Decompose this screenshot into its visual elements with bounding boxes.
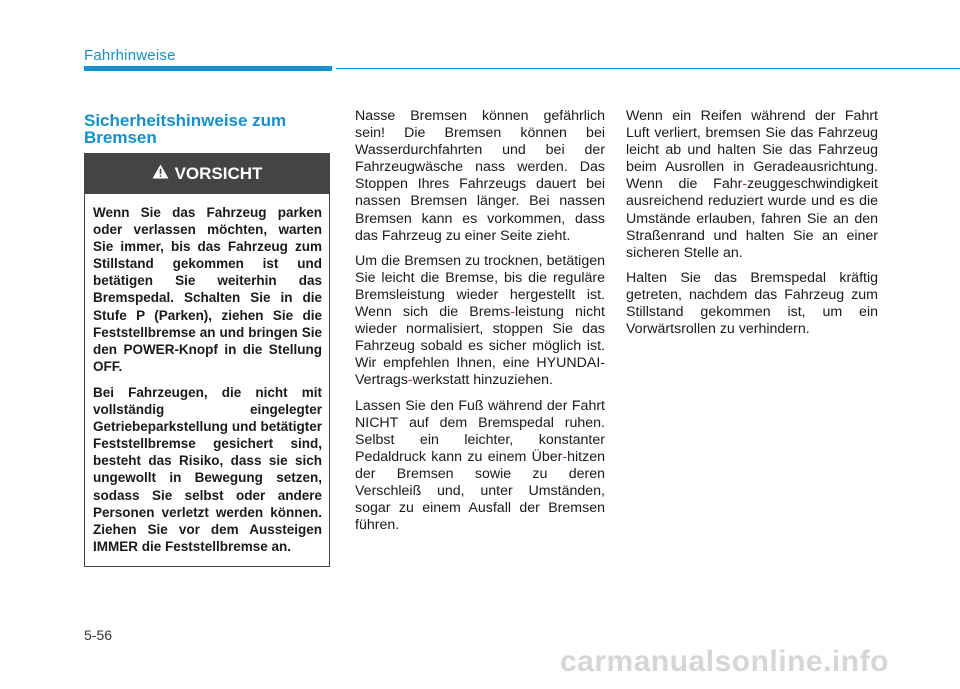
paragraph-drying-brakes: Um die Bremsen zu trocknen, betätigen Sie leicht die Bremse, bis die reguläre Bremsleistung wieder hergestellt ist. Wenn sich die Brems-leistung nicht wieder normalisiert, stoppen Sie das Fahrzeug sobald es sicher möglich ist. Wir empfehlen Ihnen, eine HYUNDAI-Vertrags-werkstatt hinzuziehen. bbox=[355, 252, 605, 389]
warning-triangle-icon bbox=[152, 164, 169, 184]
text-column-3 bbox=[626, 108, 878, 346]
header-rule-thin bbox=[336, 68, 960, 69]
page-number: 5-56 bbox=[84, 627, 113, 643]
paragraph-wet-brakes: Nasse Bremsen können gefährlich sein! Die Bremsen können bei Wasserdurchfahrten und bei der Fahrzeugwäsche nass werden. Das Stoppen Ihres Fahrzeugs dauert bei nassen Bremsen länger. Bei nassen Bremsen kann es vorkommen, dass das Fahrzeug zu einer Seite zieht. bbox=[355, 108, 605, 244]
paragraph-flat-tire: Wenn ein Reifen während der Fahrt Luft verliert, bremsen Sie das Fahrzeug leicht ab und halten Sie das Fahrzeug beim Ausrollen in Geradeausrichtung. Wenn die Fahr-zeuggeschwindigkeit ausreichend reduziert wurde und es die Umstände erlauben, fahren Sie an den Straßenrand und halten Sie an einer sicheren Stelle an. bbox=[626, 108, 878, 261]
caution-body bbox=[85, 194, 329, 555]
section-header-title: Fahrhinweise bbox=[84, 47, 176, 64]
caution-paragraph: Bei Fahrzeugen, die nicht mit vollständig eingelegter Getriebeparkstellung und betätigter Feststellbremse gesichert sind, besteht das Risiko, dass sie sich ungewollt in Bewegung setzen, sodass Sie selbst oder andere Personen verletzt werden können. Ziehen Sie vor dem Aussteigen IMMER die Feststellbremse an. bbox=[93, 384, 322, 554]
header-rule-thick bbox=[84, 66, 332, 71]
watermark: carmanualsonline.info bbox=[560, 645, 889, 678]
paragraph-hold-pedal: Halten Sie das Bremspedal kräftig getreten, nachdem das Fahrzeug zum Stillstand gekommen ist, um ein Vorwärtsrollen zu verhindern. bbox=[626, 269, 878, 338]
paragraph-foot-on-pedal: Lassen Sie den Fuß während der Fahrt NICHT auf dem Bremspedal ruhen. Selbst ein leichter, konstanter Pedaldruck kann zu einem Über-hitzen der Bremsen sowie zu deren Verschleiß und, unter Umständen, sogar zu einem Ausfall der Bremsen führen. bbox=[355, 397, 605, 534]
caution-box bbox=[84, 153, 330, 567]
page-title: Sicherheitshinweise zum Bremsen bbox=[84, 111, 287, 147]
caution-label: VORSICHT bbox=[174, 164, 263, 183]
caution-header bbox=[85, 154, 329, 194]
text-column-2 bbox=[355, 108, 605, 542]
caution-paragraph: Wenn Sie das Fahrzeug parken oder verlassen möchten, warten Sie immer, bis das Fahrzeug zum Stillstand gekommen ist und betätigen Sie weiterhin das Bremspedal. Schalten Sie in die Stufe P (Parken), ziehen Sie die Feststellbremse an und bringen Sie den POWER-Knopf in die Stellung OFF. bbox=[93, 205, 322, 374]
